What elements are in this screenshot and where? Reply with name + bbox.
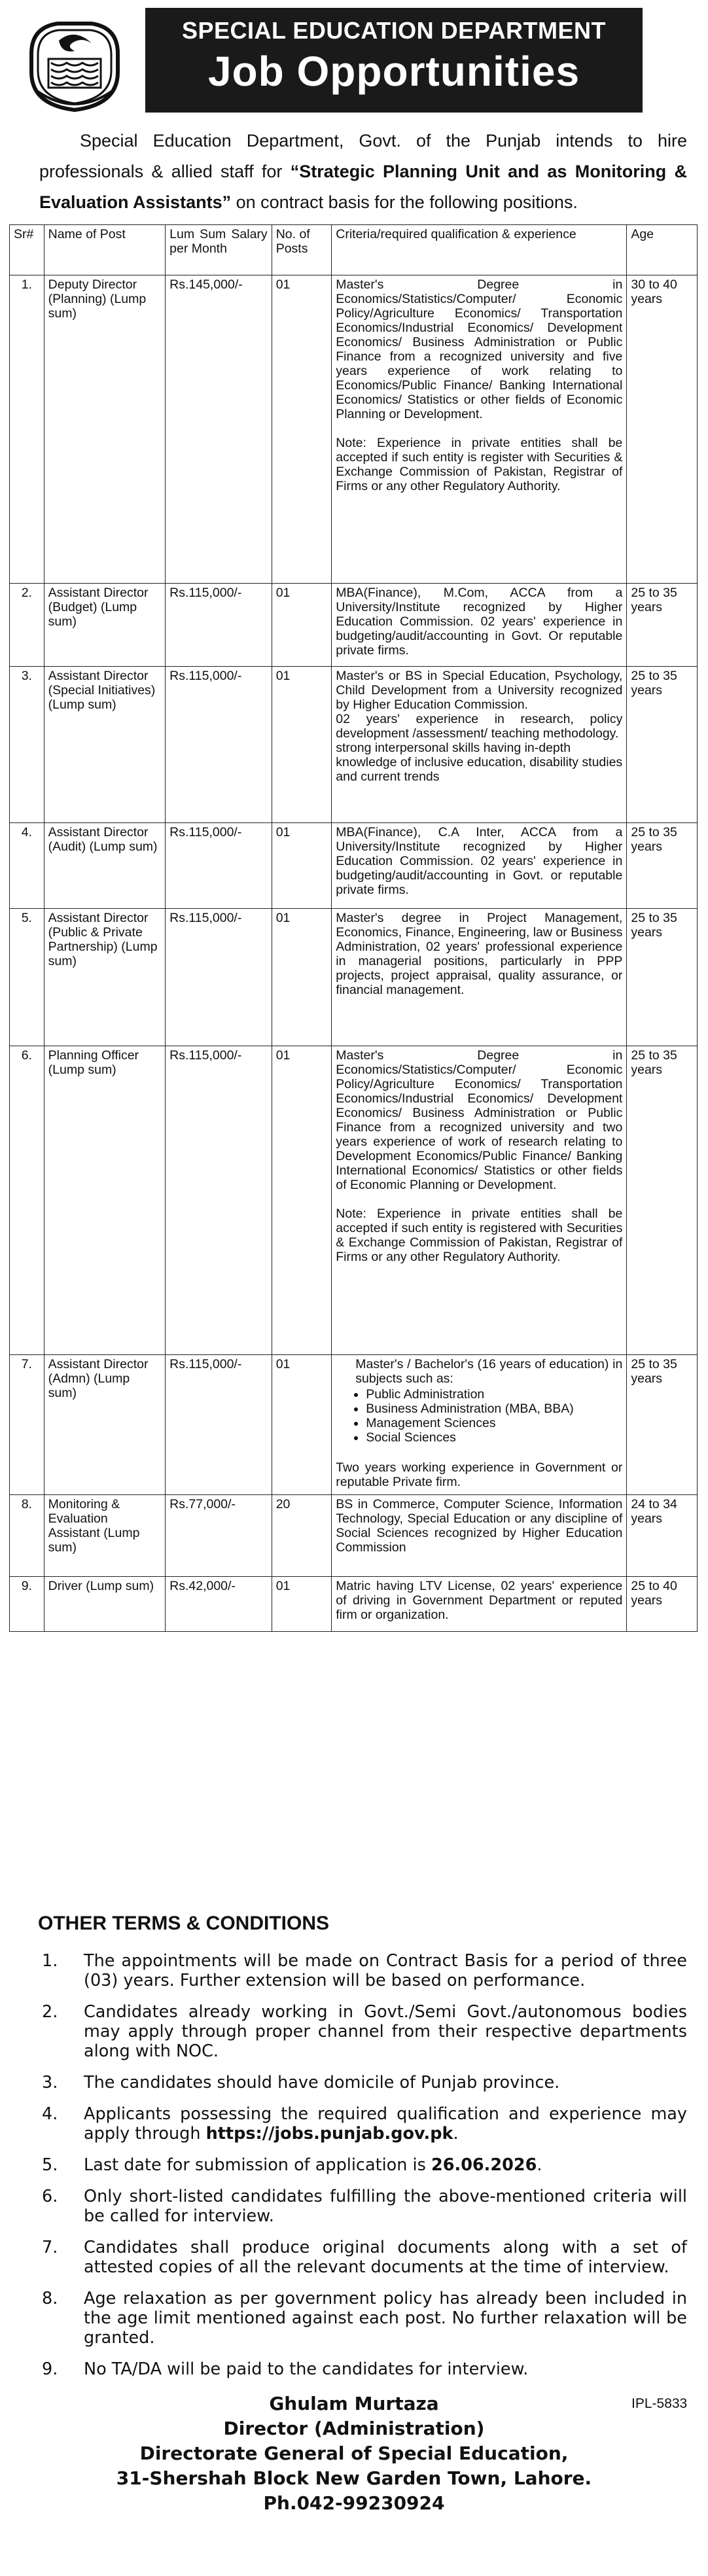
header-salary: Lum Sum Salary per Month xyxy=(166,225,272,275)
last-date: 26.06.2026 xyxy=(431,2155,537,2175)
list-item xyxy=(26,2073,687,2092)
row-post-name: Assistant Director (Audit) (Lump sum) xyxy=(44,823,165,909)
intro-text-end: on contract basis for the following positions. xyxy=(231,192,578,212)
row-sr: 4. xyxy=(10,823,44,909)
header-banner xyxy=(145,8,643,113)
list-item: • Business Administration (MBA, BBA) xyxy=(366,1402,622,1416)
row-age: 25 to 35 years xyxy=(627,823,698,909)
criteria-intro: Master's / Bachelor's (16 years of education) in subjects such as: xyxy=(355,1357,623,1386)
subject-list xyxy=(336,1387,622,1445)
term-number: 4. xyxy=(42,2104,58,2124)
list-item xyxy=(26,1951,687,1990)
list-item: • Social Sciences xyxy=(366,1430,622,1445)
row-age: 25 to 35 years xyxy=(627,1046,698,1355)
row-posts: 01 xyxy=(272,823,332,909)
header-age: Age xyxy=(627,225,698,275)
term-number: 5. xyxy=(42,2155,58,2175)
terms-heading: OTHER TERMS & CONDITIONS xyxy=(38,1913,330,1934)
table-header-row xyxy=(10,225,698,275)
criteria-line: strong interpersonal skills having in-depth knowledge of inclusive education, disability studies and current trends xyxy=(336,741,623,784)
term-text: Last date for submission of application is xyxy=(84,2155,432,2175)
term-text-end: . xyxy=(453,2124,459,2144)
term-text: No TA/DA will be paid to the candidates for interview. xyxy=(84,2359,529,2379)
row-criteria xyxy=(332,1355,627,1495)
criteria-note: Note: Experience in private entities shall be accepted if such entity is register with Securities & Exchange Commission of Pakistan, Registrar of Firms or any other Regulatory Authority. xyxy=(336,436,623,493)
term-number: 3. xyxy=(42,2073,58,2092)
row-post-name: Monitoring & Evaluation Assistant (Lump sum) xyxy=(44,1495,165,1577)
officer-designation: Director (Administration) xyxy=(223,2418,485,2439)
criteria-text: Master's degree in Project Management, Economics, Finance, Engineering, law or Business Administration, 02 years' professional experience in managerial positions, particularly in PPP projects, project appraisal, quality assurance, or financial management. xyxy=(336,911,623,997)
table-row xyxy=(10,1046,698,1355)
table-row xyxy=(10,667,698,823)
office-phone: Ph.042-99230924 xyxy=(263,2492,445,2514)
list-item xyxy=(26,2104,687,2144)
list-item xyxy=(26,2187,687,2226)
row-posts: 01 xyxy=(272,1355,332,1495)
term-text: The candidates should have domicile of Punjab province. xyxy=(84,2073,560,2092)
row-posts: 01 xyxy=(272,1046,332,1355)
row-criteria xyxy=(332,275,627,584)
term-text: Candidates already working in Govt./Semi Govt./autonomous bodies may apply through proper channel from their respective departments along with NOC. xyxy=(84,2002,687,2061)
office-name: Directorate General of Special Education, xyxy=(139,2443,569,2464)
term-text: Age relaxation as per government policy has already been included in the age limit mentioned against each post. No further relaxation will be granted. xyxy=(84,2289,687,2348)
row-post-name: Planning Officer (Lump sum) xyxy=(44,1046,165,1355)
row-age: 25 to 35 years xyxy=(627,584,698,667)
row-age: 25 to 35 years xyxy=(627,1355,698,1495)
term-number: 9. xyxy=(42,2359,58,2379)
row-criteria xyxy=(332,823,627,909)
term-number: 2. xyxy=(42,2002,58,2022)
criteria-text: MBA(Finance), M.Com, ACCA from a University/Institute recognized by Higher Education Commission. 02 years' experience in budgeting/audit/accounting in Govt. Or reputable private firms. xyxy=(336,586,623,658)
page-title: Job Opportunities xyxy=(207,48,580,95)
list-item xyxy=(26,2002,687,2061)
row-posts: 01 xyxy=(272,584,332,667)
row-posts: 20 xyxy=(272,1495,332,1577)
row-sr: 5. xyxy=(10,909,44,1046)
row-criteria xyxy=(332,909,627,1046)
row-age: 30 to 40 years xyxy=(627,275,698,584)
signature-block xyxy=(0,2391,708,2516)
row-sr: 2. xyxy=(10,584,44,667)
list-item: • Management Sciences xyxy=(366,1416,622,1430)
row-criteria xyxy=(332,1577,627,1632)
term-number: 7. xyxy=(42,2238,58,2257)
row-criteria xyxy=(332,584,627,667)
term-number: 6. xyxy=(42,2187,58,2206)
row-age: 25 to 35 years xyxy=(627,667,698,823)
punjab-government-seal-logo xyxy=(18,14,131,113)
row-post-name: Assistant Director (Admn) (Lump sum) xyxy=(44,1355,165,1495)
row-salary: Rs.77,000/- xyxy=(166,1495,272,1577)
row-salary: Rs.115,000/- xyxy=(166,1355,272,1495)
row-age: 25 to 35 years xyxy=(627,909,698,1046)
row-sr: 9. xyxy=(10,1577,44,1632)
criteria-text: Matric having LTV License, 02 years' experience of driving in Government Department or reputed firm or organization. xyxy=(336,1579,623,1622)
row-salary: Rs.145,000/- xyxy=(166,275,272,584)
list-item xyxy=(26,2289,687,2348)
list-item: • Public Administration xyxy=(366,1387,622,1402)
term-text: Candidates shall produce original documents along with a set of attested copies of all the relevant documents at the time of interview. xyxy=(84,2238,687,2277)
row-criteria xyxy=(332,1046,627,1355)
row-sr: 6. xyxy=(10,1046,44,1355)
table-row xyxy=(10,823,698,909)
list-item xyxy=(26,2238,687,2277)
row-post-name: Assistant Director (Budget) (Lump sum) xyxy=(44,584,165,667)
row-salary: Rs.115,000/- xyxy=(166,667,272,823)
row-criteria xyxy=(332,1495,627,1577)
row-sr: 7. xyxy=(10,1355,44,1495)
term-text: Only short-listed candidates fulfilling the above-mentioned criteria will be called for interview. xyxy=(84,2187,687,2226)
table-row xyxy=(10,1577,698,1632)
header-criteria: Criteria/required qualification & experience xyxy=(332,225,627,275)
row-salary: Rs.115,000/- xyxy=(166,909,272,1046)
row-sr: 3. xyxy=(10,667,44,823)
officer-name: Ghulam Murtaza xyxy=(269,2393,439,2414)
table-row xyxy=(10,584,698,667)
row-posts: 01 xyxy=(272,1577,332,1632)
term-text: Applicants possessing the required qualification and experience may apply through xyxy=(84,2104,687,2144)
intro-text-bold: “Strategic Planning Unit and as Monitoring & Evaluation Assistants” xyxy=(39,162,687,212)
list-item xyxy=(26,2359,687,2379)
term-text: The appointments will be made on Contract Basis for a period of three (03) years. Further extension will be based on performance. xyxy=(84,1951,687,1990)
row-post-name: Deputy Director (Planning) (Lump sum) xyxy=(44,275,165,584)
list-item xyxy=(26,2155,687,2175)
table-row xyxy=(10,909,698,1046)
criteria-text: MBA(Finance), C.A Inter, ACCA from a University/Institute recognized by Higher Education Commission. 02 years' experience in budgeting/audit/accounting in Govt. or reputable private firms. xyxy=(336,825,623,897)
term-number: 1. xyxy=(42,1951,58,1971)
row-post-name: Assistant Director (Special Initiatives) (Lump sum) xyxy=(44,667,165,823)
office-address: 31-Shershah Block New Garden Town, Lahore. xyxy=(116,2467,592,2489)
terms-list xyxy=(26,1951,687,2391)
row-age: 25 to 40 years xyxy=(627,1577,698,1632)
table-row xyxy=(10,275,698,584)
header-sr: Sr# xyxy=(10,225,44,275)
reference-number: IPL-5833 xyxy=(631,2396,688,2411)
department-name: SPECIAL EDUCATION DEPARTMENT xyxy=(181,17,607,44)
criteria-text: Master's Degree in Economics/Statistics/Computer/ Economic Policy/Agriculture Economics/ Transportation Economics/Industrial Economics/ Development Economics/ Business Administration or Public Finance from a recognized university and five years experience of work relating to Economics/Public Finance/ Banking International Economics/ Statistics or other fields of Economic Planning or Development. xyxy=(336,277,623,421)
intro-text-start: Special Education Department, Govt. of the Punjab intends to hire professionals & allied staff for xyxy=(39,131,687,181)
table-row xyxy=(10,1355,698,1495)
criteria-note: Note: Experience in private entities shall be accepted if such entity is registered with Securities & Exchange Commission of Pakistan, Registrar of Firms or any other Regulatory Authority. xyxy=(336,1207,623,1264)
row-posts: 01 xyxy=(272,275,332,584)
row-salary: Rs.115,000/- xyxy=(166,1046,272,1355)
row-posts: 01 xyxy=(272,667,332,823)
table-row xyxy=(10,1495,698,1577)
application-link[interactable]: https://jobs.punjab.gov.pk xyxy=(205,2124,453,2144)
row-sr: 1. xyxy=(10,275,44,584)
row-post-name: Assistant Director (Public & Private Partnership) (Lump sum) xyxy=(44,909,165,1046)
row-criteria xyxy=(332,667,627,823)
criteria-text: Master's Degree in Economics/Statistics/Computer/ Economic Policy/Agriculture Economics/ Transportation Economics/Industrial Economics/ Development Economics/ Business Administration or Public Finance from a recognized university and two years experience of work of research relating to Development Economics/Public Finance/ Banking International Economics/ Statistics or other fields of Economic Planning or Development. xyxy=(336,1048,623,1192)
criteria-line: Master's or BS in Special Education, Psychology, Child Development from a University recognized by Higher Education Commission. xyxy=(336,669,623,712)
row-salary: Rs.115,000/- xyxy=(166,823,272,909)
header-name-of-post: Name of Post xyxy=(44,225,165,275)
criteria-outro: Two years working experience in Government or reputable Private firm. xyxy=(336,1460,623,1489)
criteria-line: 02 years' experience in research, policy development /assessment/ teaching methodology. xyxy=(336,712,623,741)
row-sr: 8. xyxy=(10,1495,44,1577)
row-age: 24 to 34 years xyxy=(627,1495,698,1577)
row-salary: Rs.42,000/- xyxy=(166,1577,272,1632)
positions-table xyxy=(9,224,698,1632)
row-posts: 01 xyxy=(272,909,332,1046)
row-post-name: Driver (Lump sum) xyxy=(44,1577,165,1632)
row-salary: Rs.115,000/- xyxy=(166,584,272,667)
intro-paragraph xyxy=(39,126,687,218)
criteria-text: BS in Commerce, Computer Science, Information Technology, Special Education or any discipline of Social Sciences recognized by Higher Education Commission xyxy=(336,1497,623,1555)
term-text-end: . xyxy=(537,2155,542,2175)
term-number: 8. xyxy=(42,2289,58,2308)
header-no-of-posts: No. of Posts xyxy=(272,225,332,275)
